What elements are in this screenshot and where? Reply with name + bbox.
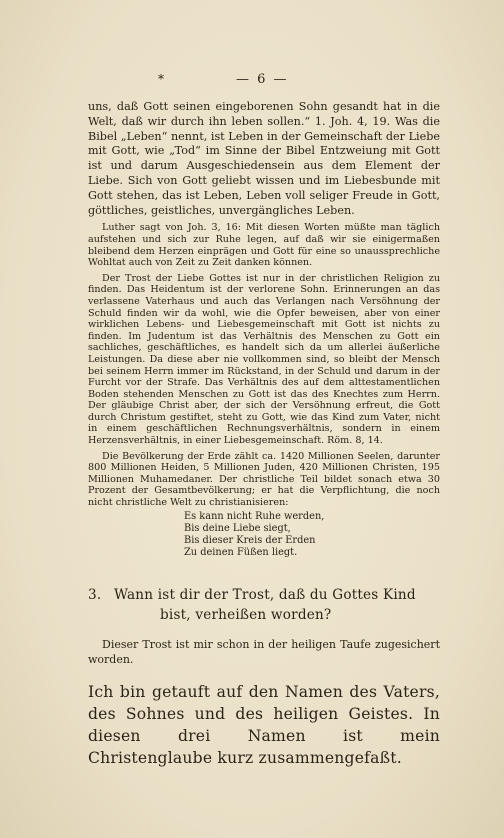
question-heading [88, 585, 440, 625]
hymn-verse [184, 511, 440, 559]
page-header [0, 72, 504, 90]
question-line-1: Wann ist dir der Trost, daß du Gottes Kind [114, 586, 416, 603]
page-content [88, 100, 440, 769]
header-star: * [158, 72, 164, 86]
question-number: 3. [88, 586, 102, 603]
body-paragraph: uns, daß Gott seinen eingeborenen Sohn gesandt hat in die Welt, daß wir durch ihn leben sollen.“ 1. Joh. 4, 19. Was die Bibel „Leben“ nennt, ist Leben in der Gemeinschaft der Liebe mit Gott, wie „Tod“ im Sinne der Bibel Entzweiung mit Gott ist und darum Ausgeschiedensein aus dem Element der Liebe. Sich von Gott geliebt wissen und im Liebesbunde mit Gott stehen, das ist Leben, Leben voll seliger Freude in Gott, göttliches, geistliches, unvergängliches Leben. [88, 100, 440, 217]
catechism-answer: Ich bin getauft auf den Namen des Vaters, des Sohnes und des heiligen Geistes. In diesen drei Namen ist mein Christenglaube kurz zusammengefaßt. [88, 682, 440, 767]
verse-line: Zu deinen Füßen liegt. [184, 546, 298, 558]
verse-line: Bis dieser Kreis der Erden [184, 534, 316, 546]
population-note: Die Bevölkerung der Erde zählt ca. 1420 Millionen Seelen, darunter 800 Millionen Heiden, 5 Millionen Juden, 420 Millionen Christen, 195 Millionen Muhamedaner. Der christliche Teil bildet sonach etwa 30 Prozent der Gesamtbevölkerung; er hat die Verpflichtung, die noch nicht christliche Welt zu christianisieren: [88, 450, 440, 509]
page-number: — 6 — [236, 72, 289, 87]
verse-line: Bis deine Liebe siegt, [184, 522, 291, 534]
answer-intro: Dieser Trost ist mir schon in der heiligen Taufe zugesichert worden. [88, 637, 440, 666]
verse-line: Es kann nicht Ruhe werden, [184, 510, 325, 522]
question-line-2: bist, verheißen worden? [160, 606, 332, 623]
religion-note: Der Trost der Liebe Gottes ist nur in der christlichen Religion zu finden. Das Heidentum ist der verlorene Sohn. Erinnerungen an das verlassene Vaterhaus und auch das Verlangen nach Versöhnung der Schuld finden wir da wohl, wie die Opfer beweisen, aber von einer wirklichen Lebens- und Liebesgemeinschaft mit Gott ist nichts zu finden. Im Judentum ist das Verhältnis des Menschen zu Gott ein sachliches, geschäftliches, es handelt sich da um allerlei äußerliche Leistungen. Da diese aber nie vollkommen sind, so bleibt der Mensch bei seinem Herrn immer im Rückstand, in der Schuld und darum in der Furcht vor der Strafe. Das Verhältnis des auf dem alttestamentlichen Boden stehenden Menschen zu Gott ist das des Knechtes zum Herrn. Der gläubige Christ aber, der sich der Versöhnung erfreut, die Gott durch Christum gestiftet, steht zu Gott, wie das Kind zum Vater, nicht in einem geschäftlichen Rechnungsverhältnis, sondern in einem Herzensverhältnis, in einer Liebesgemeinschaft. Röm. 8, 14. [88, 272, 440, 447]
luther-note: Luther sagt von Joh. 3, 16: Mit diesen Worten müßte man täglich aufstehen und sich zur Ruhe legen, auf daß wir sie einigermaßen bleibend dem Herzen einprägen und Gott für eine so unaussprechliche Wohltat auch von Zeit zu Zeit danken können. [88, 222, 440, 269]
